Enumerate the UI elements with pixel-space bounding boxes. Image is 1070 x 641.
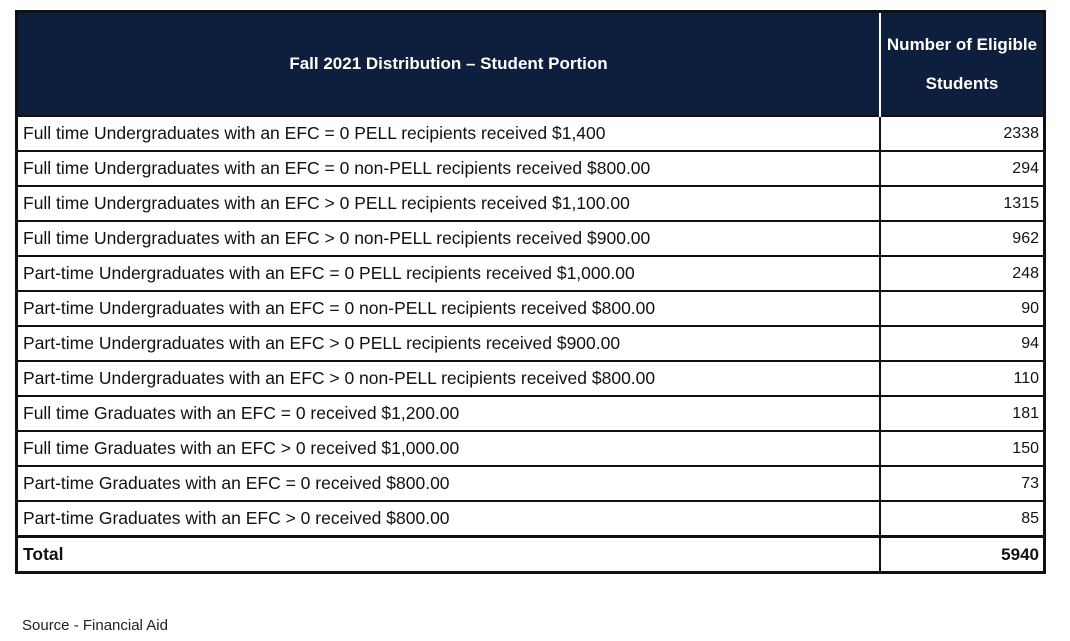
distribution-table-container [15, 10, 1046, 574]
table-row [18, 431, 1043, 466]
row-count: 248 [880, 256, 1043, 291]
row-count: 150 [880, 431, 1043, 466]
row-label: Part-time Graduates with an EFC = 0 received $800.00 [18, 466, 880, 501]
table-row [18, 186, 1043, 221]
row-count: 73 [880, 466, 1043, 501]
table-row [18, 151, 1043, 186]
total-label: Total [18, 537, 880, 572]
table-row [18, 326, 1043, 361]
row-count: 181 [880, 396, 1043, 431]
row-count: 1315 [880, 186, 1043, 221]
table-body [18, 116, 1043, 571]
row-label: Part-time Undergraduates with an EFC > 0 non-PELL recipients received $800.00 [18, 361, 880, 396]
row-count: 94 [880, 326, 1043, 361]
table-row [18, 396, 1043, 431]
row-count: 110 [880, 361, 1043, 396]
table-row [18, 116, 1043, 151]
row-label: Part-time Undergraduates with an EFC = 0 non-PELL recipients received $800.00 [18, 291, 880, 326]
row-count: 2338 [880, 116, 1043, 151]
row-count: 962 [880, 221, 1043, 256]
row-label: Full time Graduates with an EFC > 0 received $1,000.00 [18, 431, 880, 466]
header-row [18, 13, 1043, 116]
distribution-table [18, 13, 1043, 571]
row-count: 294 [880, 151, 1043, 186]
table-row [18, 221, 1043, 256]
table-row [18, 466, 1043, 501]
row-count: 85 [880, 501, 1043, 537]
table-row [18, 291, 1043, 326]
row-label: Part-time Undergraduates with an EFC = 0 PELL recipients received $1,000.00 [18, 256, 880, 291]
row-label: Part-time Graduates with an EFC > 0 received $800.00 [18, 501, 880, 537]
total-count: 5940 [880, 537, 1043, 572]
count-column-header: Number of Eligible Students [880, 13, 1043, 116]
row-label: Full time Undergraduates with an EFC = 0 non-PELL recipients received $800.00 [18, 151, 880, 186]
row-label: Part-time Undergraduates with an EFC > 0 PELL recipients received $900.00 [18, 326, 880, 361]
row-label: Full time Undergraduates with an EFC > 0 non-PELL recipients received $900.00 [18, 221, 880, 256]
table-row [18, 256, 1043, 291]
row-label: Full time Graduates with an EFC = 0 received $1,200.00 [18, 396, 880, 431]
table-row [18, 501, 1043, 537]
row-label: Full time Undergraduates with an EFC = 0 PELL recipients received $1,400 [18, 116, 880, 151]
source-note: Source - Financial Aid [22, 617, 168, 634]
total-row [18, 537, 1043, 572]
table-title-header: Fall 2021 Distribution – Student Portion [18, 13, 880, 116]
row-label: Full time Undergraduates with an EFC > 0 PELL recipients received $1,100.00 [18, 186, 880, 221]
table-row [18, 361, 1043, 396]
row-count: 90 [880, 291, 1043, 326]
table-header [18, 13, 1043, 116]
